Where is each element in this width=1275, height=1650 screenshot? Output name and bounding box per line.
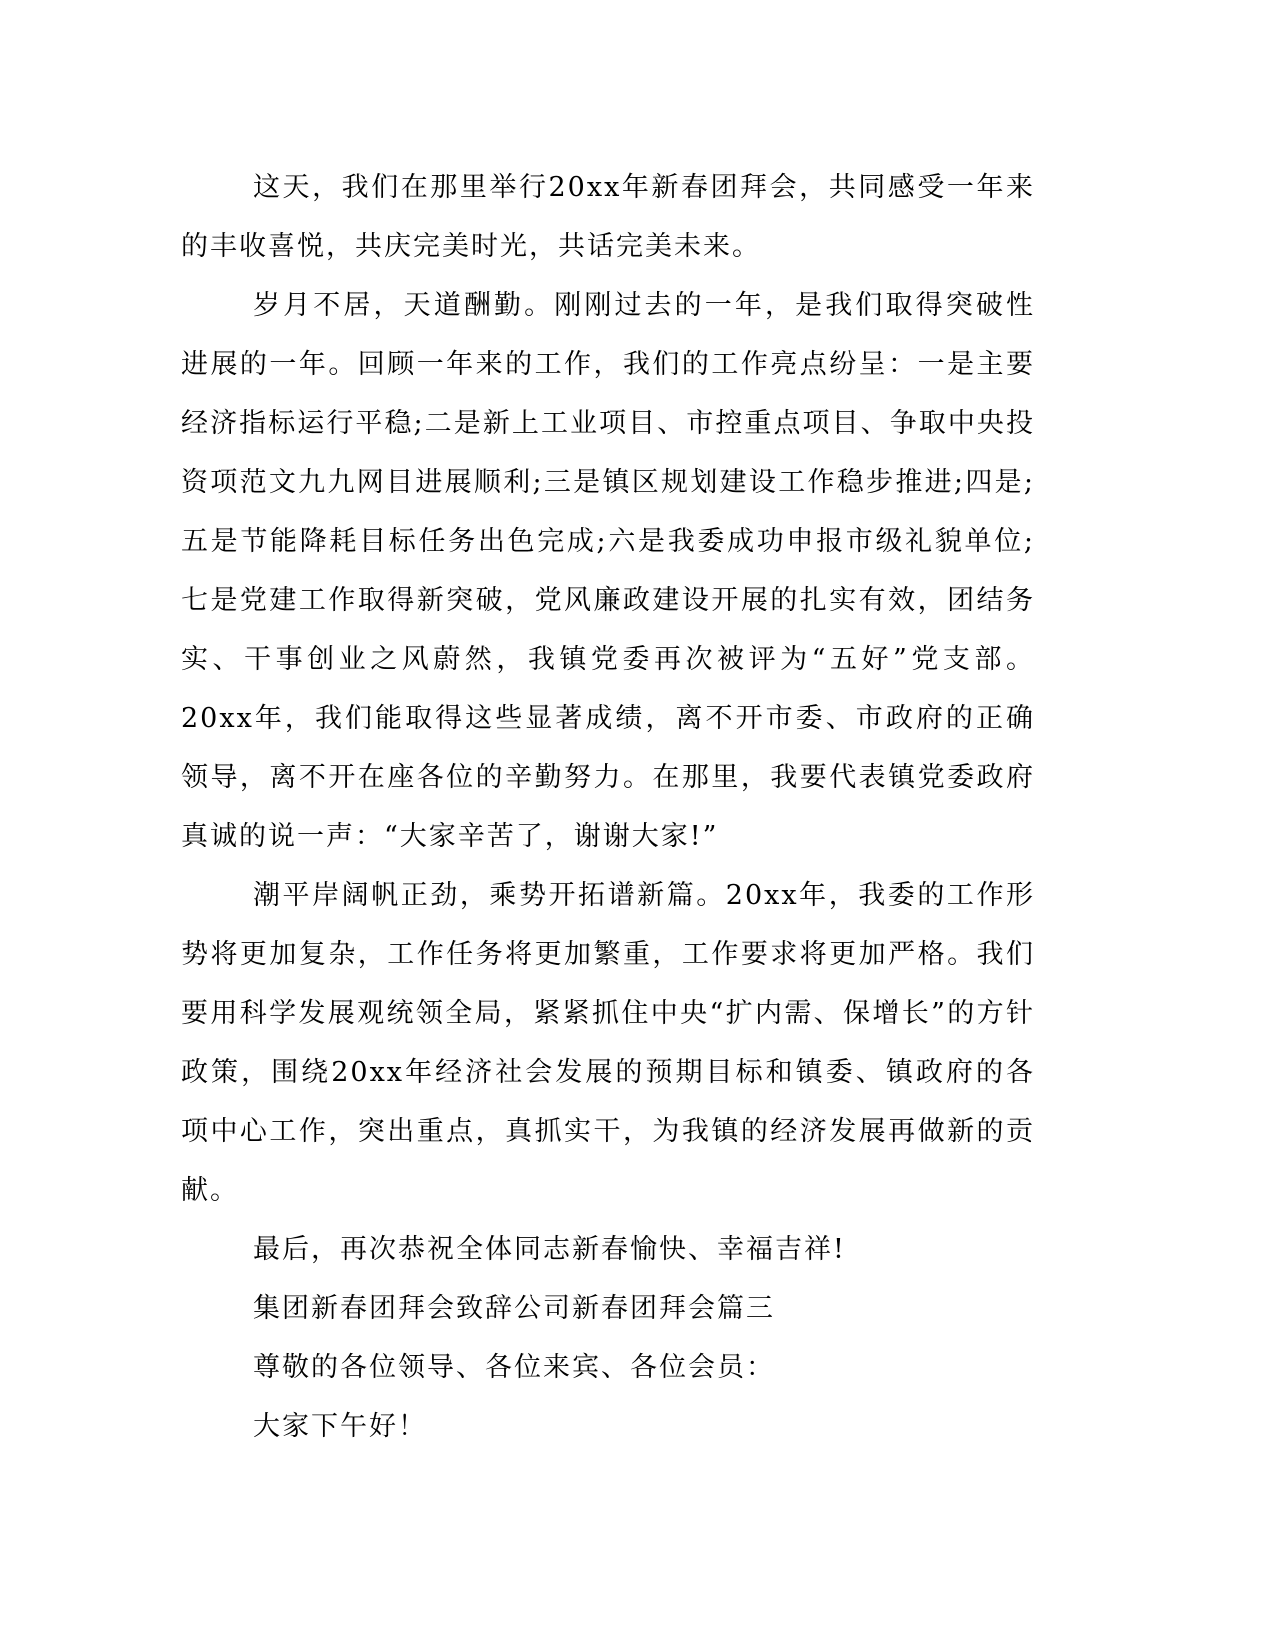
section-heading: 集团新春团拜会致辞公司新春团拜会篇三 <box>253 1293 775 1324</box>
paragraph-review: 岁月不居，天道酬勤。刚刚过去的一年，是我们取得突破性进展的一年。回顾一年来的工作，我们的工作亮点纷呈：一是主要经济指标运行平稳;二是新上工业项目、市控重点项目、争取中央投资项范文九九网目进展顺利;三是镇区规划建设工作稳步推进;四是;五是节能降耗目标任务出色完成;六是我委成功申报市级礼貌单位;七是党建工作取得新突破，党风廉政建设开展的扎实有效，团结务实、干事创业之风蔚然，我镇党委再次被评为“五好”党支部。20xx年，我们能取得这些显著成绩，离不开市委、市政府的正确领导，离不开在座各位的辛勤努力。在那里，我要代表镇党委政府真诚的说一声：“大家辛苦了，谢谢大家!” <box>181 290 1035 852</box>
paragraph-outlook: 潮平岸阔帆正劲，乘势开拓谱新篇。20xx年，我委的工作形势将更加复杂，工作任务将更加繁重，工作要求将更加严格。我们要用科学发展观统领全局，紧紧抓住中央“扩内需、保增长”的方针政策，围绕20xx年经济社会发展的预期目标和镇委、镇政府的各项中心工作，突出重点，真抓实干，为我镇的经济发展再做新的贡献。 <box>181 880 1035 1206</box>
paragraph-closing: 最后，再次恭祝全体同志新春愉快、幸福吉祥! <box>253 1234 846 1265</box>
paragraph-opening: 这天，我们在那里举行20xx年新春团拜会，共同感受一年来的丰收喜悦，共庆完美时光，共话完美未来。 <box>181 172 1035 262</box>
document-body <box>181 158 1035 1456</box>
greeting: 大家下午好！ <box>253 1411 427 1442</box>
salutation: 尊敬的各位领导、各位来宾、各位会员： <box>253 1352 775 1383</box>
